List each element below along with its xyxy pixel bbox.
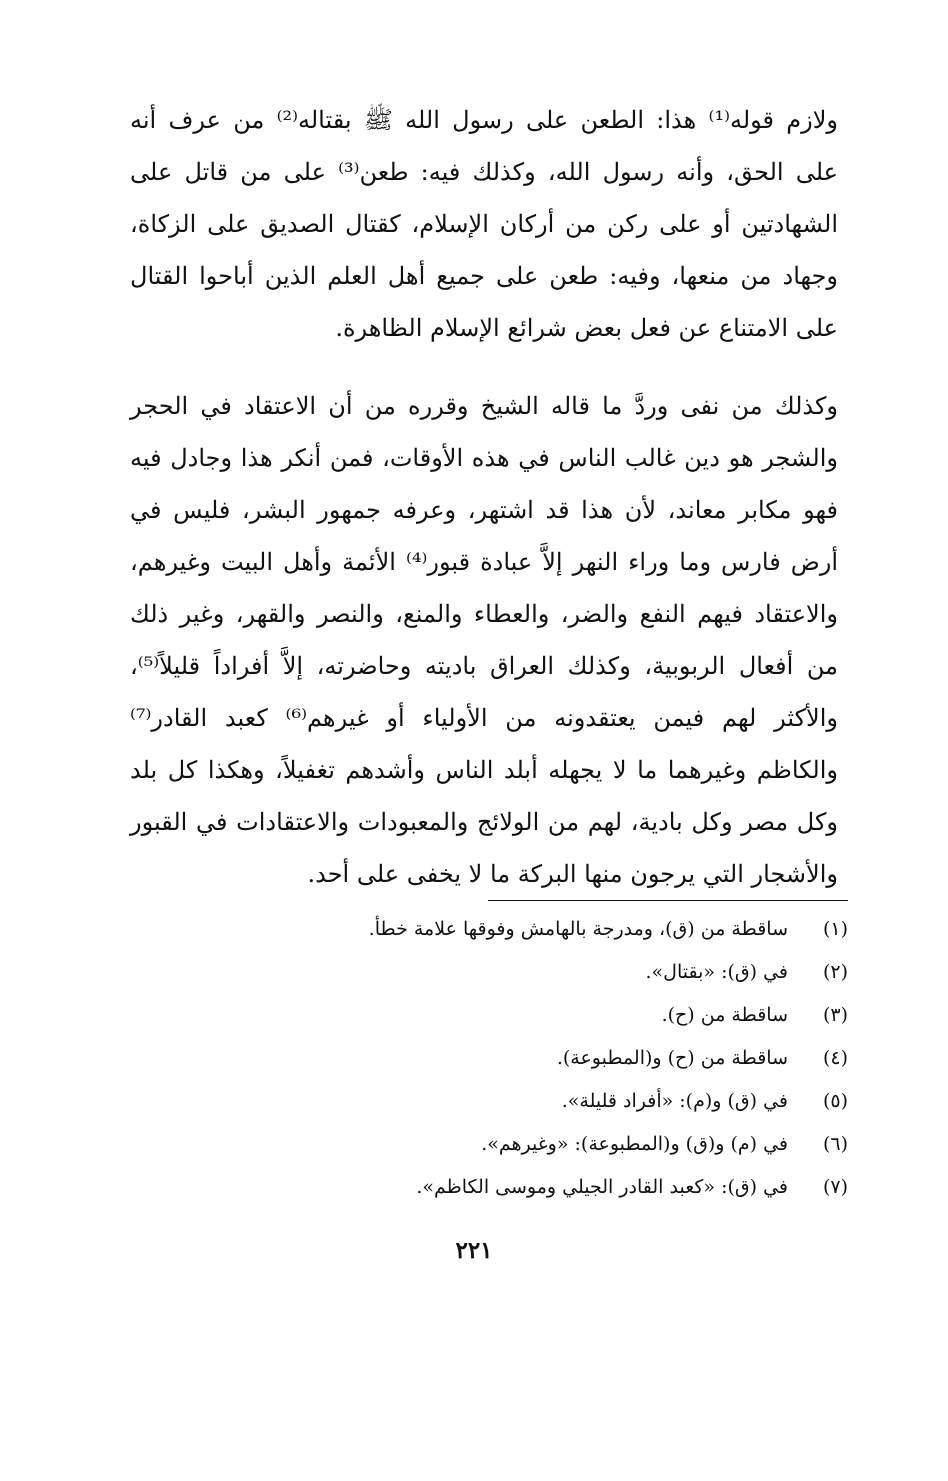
text-line: والأشجار التي يرجون منها البركة ما لا يخفى على أحد. xyxy=(307,860,838,888)
text-line: والشجر هو دين غالب الناس في هذه الأوقات، فمن أنكر هذا وجادل فيه xyxy=(130,444,838,472)
text-line: والأكثر لهم فيمن يعتقدونه من الأولياء أو غيرهم⁽⁶⁾ كعبد القادر⁽⁷⁾ xyxy=(130,704,838,732)
text-line: وكذلك من نفى وردَّ ما قاله الشيخ وقرره من أن الاعتقاد في الحجر xyxy=(130,392,838,420)
footnote-text: ساقطة من (ح) و(المطبوعة). xyxy=(556,1047,788,1069)
footnote xyxy=(148,1166,848,1209)
text-line: والاعتقاد فيهم النفع والضر، والعطاء والمنع، والنصر والقهر، وغير ذلك xyxy=(130,600,838,628)
footnote xyxy=(148,1123,848,1166)
footnote-number: (٣) xyxy=(822,1004,848,1026)
footnote-divider xyxy=(488,900,848,901)
footnote xyxy=(148,994,848,1037)
page-number: ٢٢١ xyxy=(455,1237,493,1264)
footnote xyxy=(148,1037,848,1080)
text-line: على الامتناع عن فعل بعض شرائع الإسلام الظاهرة. xyxy=(335,314,838,342)
text-line: وجهاد من منعها، وفيه: طعن على جميع أهل العلم الذين أباحوا القتال xyxy=(130,262,838,290)
paragraph-1 xyxy=(130,94,838,354)
footnote-text: في (ق): «كعبد القادر الجيلي وموسى الكاظم». xyxy=(416,1176,788,1198)
footnote-number: (١) xyxy=(822,918,848,940)
footnote-number: (٢) xyxy=(822,961,848,983)
footnote xyxy=(148,1080,848,1123)
footnote-text: في (م) و(ق) و(المطبوعة): «وغيرهم». xyxy=(481,1133,788,1155)
footnote xyxy=(148,908,848,951)
text-line: على الحق، وأنه رسول الله، وكذلك فيه: طعن⁽³⁾ على من قاتل على xyxy=(130,158,839,186)
text-line: وكل مصر وكل بادية، لهم من الولائج والمعبودات والاعتقادات في القبور xyxy=(130,808,838,836)
footnote-text: ساقطة من (ق)، ومدرجة بالهامش وفوقها علامة خطأ. xyxy=(368,918,788,940)
text-line: ولازم قوله⁽¹⁾ هذا: الطعن على رسول الله ﷺ بقتاله⁽²⁾ من عرف أنه xyxy=(130,106,839,134)
footnote-number: (٦) xyxy=(822,1133,848,1155)
paragraph-2 xyxy=(130,380,838,900)
footnote xyxy=(148,951,848,994)
footnotes xyxy=(148,908,848,1209)
footnote-number: (٤) xyxy=(822,1047,848,1069)
text-line: أرض فارس وما وراء النهر إلاَّ عبادة قبور⁽⁴⁾ الأئمة وأهل البيت وغيرهم، xyxy=(130,548,838,576)
text-line: فهو مكابر معاند، لأن هذا قد اشتهر، وعرفه جمهور البشر، فليس في xyxy=(130,496,838,524)
text-line: والكاظم وغيرهما ما لا يجهله أبلد الناس وأشدهم تغفيلاً، وهكذا كل بلد xyxy=(130,756,838,784)
footnote-number: (٥) xyxy=(822,1090,848,1112)
text-line: الشهادتين أو على ركن من أركان الإسلام، كقتال الصديق على الزكاة، xyxy=(130,210,839,238)
text-line: من أفعال الربوبية، وكذلك العراق باديته وحاضرته، إلاَّ أفراداً قليلاً⁽⁵⁾، xyxy=(130,652,838,680)
footnote-text: في (ق): «بقتال». xyxy=(645,961,788,983)
footnote-text: ساقطة من (ح). xyxy=(661,1004,788,1026)
footnote-text: في (ق) و(م): «أفراد قليلة». xyxy=(561,1090,788,1112)
footnote-number: (٧) xyxy=(822,1176,848,1198)
